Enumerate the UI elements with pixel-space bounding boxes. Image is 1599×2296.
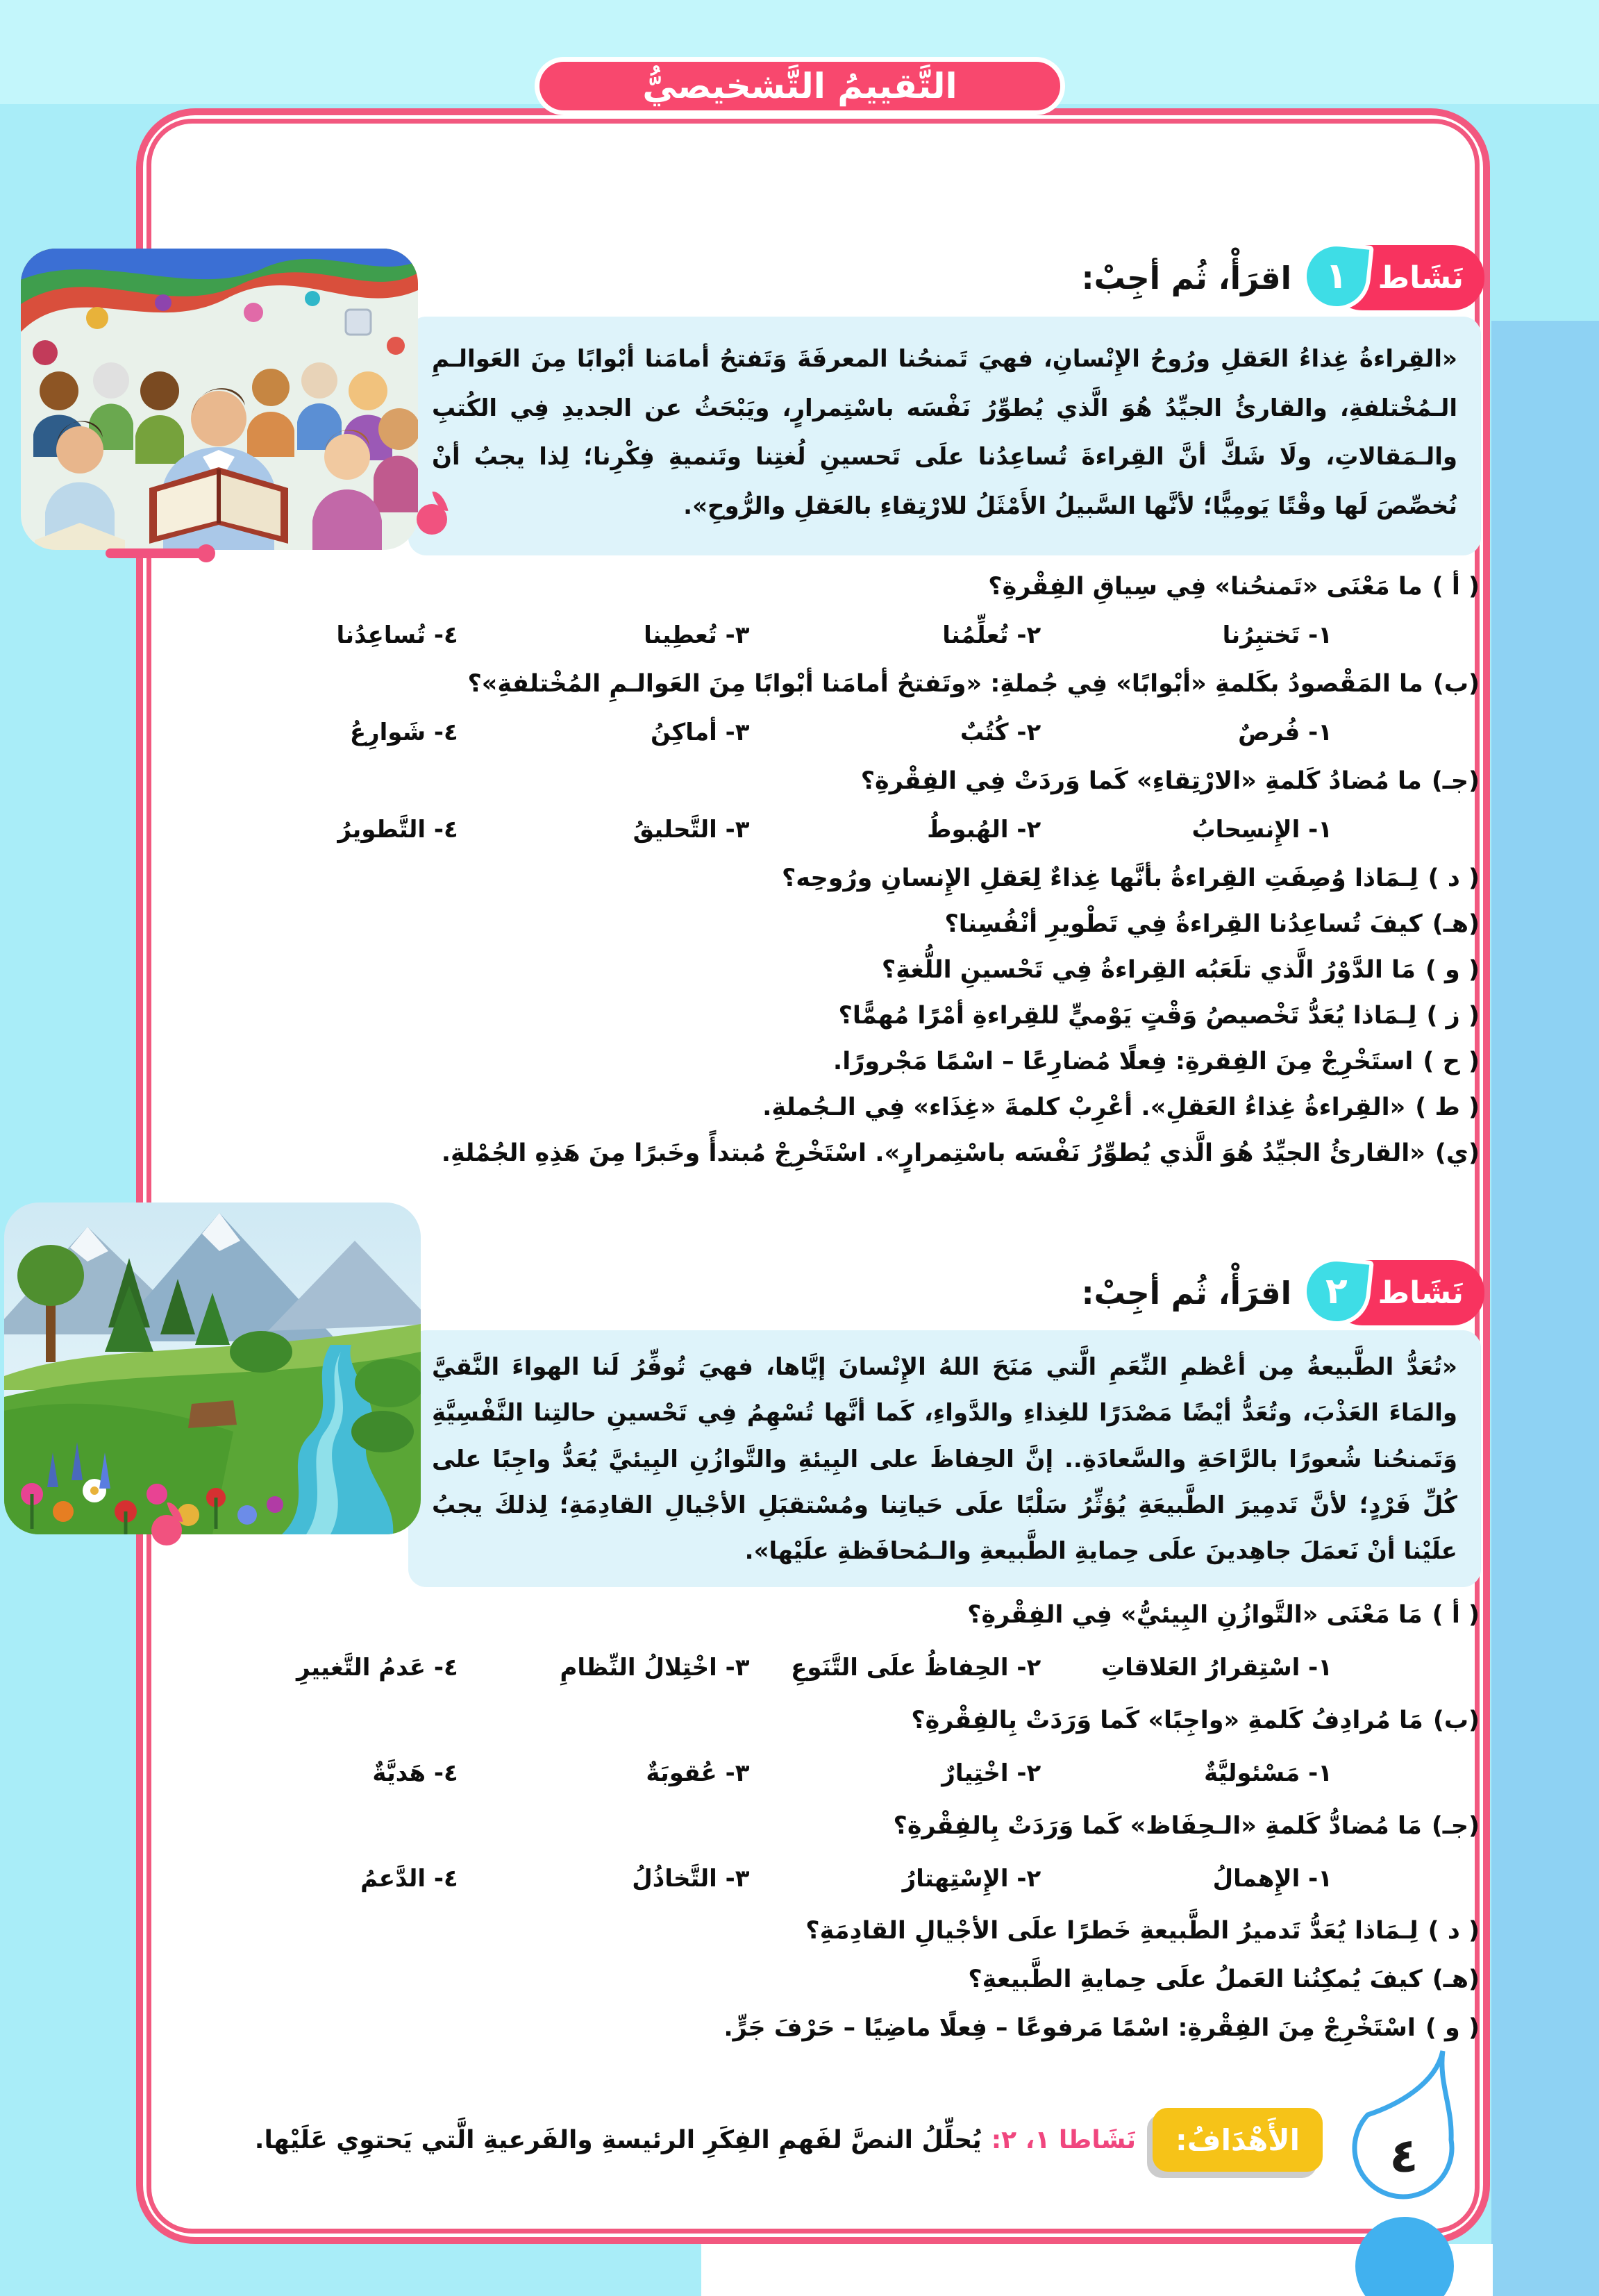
question-row-a1-c	[167, 758, 1480, 804]
question-text: مَا مَعْنَى «التَّوازُنِ البِيئيُّ» فِي الفِقْرةِ؟	[967, 1601, 1423, 1629]
option-1: ١- الإِنسِحابُ	[1191, 816, 1332, 844]
question-text: «القِراءةُ غِذاءُ العَقلِ». أعْرِبْ كلمةَ «غِذَاء» فِي الـجُملةِ.	[762, 1093, 1406, 1121]
question-text: كيفَ يُمكِنُنا العَملُ علَى حِمايةِ الطَّبيعةِ؟	[968, 1966, 1423, 1993]
question-text: «القارئُ الجيِّدُ هُوَ الَّذي يُطوِّرُ نَفْسَه باسْتِمرارٍ». اسْتَخْرِجْ مُبتدأً وخَبرًا مِنَ هَذِهِ الجُمْلةِ.	[441, 1139, 1425, 1167]
question-label: ( د )	[1428, 864, 1480, 892]
question-text: كيفَ تُساعِدُنا القِراءةُ فِي تَطْويرِ أنْفُسِنا؟	[944, 910, 1423, 938]
question-row-a1-f	[167, 947, 1480, 993]
activity1-header	[1082, 242, 1484, 314]
objectives-badge-label: الأَهْدَافُ:	[1175, 2122, 1300, 2157]
question-label: ( ز )	[1426, 1002, 1480, 1030]
activity-badge-label: نَشَاط	[1378, 260, 1464, 296]
options-row	[167, 804, 1480, 855]
activity1-instruction: اقرَأْ، ثُم أجِبْ:	[1081, 259, 1291, 296]
question-row-a2-c	[167, 1801, 1480, 1851]
activity1-badge-group	[1303, 242, 1484, 313]
options-row	[167, 707, 1480, 758]
option-3: ٣- اخْتِلالُ النِّظامِ	[560, 1654, 750, 1682]
activity-number: ٢	[1325, 1271, 1348, 1312]
nature-landscape-art	[4, 1203, 421, 1534]
question-text: مَا مُضادُّ كَلمةِ «الـحِفَاظ» كَما وَرَدَتْ بِالفِقْرةِ؟	[893, 1812, 1422, 1840]
passage-2-text: «تُعَدُّ الطَّبيعةُ مِن أعْظمِ النِّعَمِ الَّتي مَنَحَ اللهُ الإِنْسانَ إيَّاها، فهيَ تُوفِّرُ لَنا الهواءَ النَّقيَّ والمَاءَ العَذْبَ، وتُعَدُّ أيْضًا مَصْدَرًا للغِذاءِ والدَّواءِ، كَما أنَّها تُسْهِمُ فِي تَحْسينِ حالتِنا النَّفْسِيَّةِ وَتَمنحُنا شُعورًا بالرَّاحَةِ والسَّعادَةِ.. إنَّ الحِفاظَ على البِيئةِ والتَّوازُنِ البِيئيَّ يُعَدُّ واجِبًا على كُلِّ فَرْدٍ؛ لأنَّ تَدمِيرَ الطَّبيعَةِ يُؤثِّرُ سَلْبًا علَى حَياتِنا ومُسْتقبَلِ الأجْيالِ القادِمَةِ؛ لِذلكَ يجبُ علَيْنا أنْ نَعمَلَ جاهِدينَ علَى حِمايةِ الطَّبيعةِ والـمُحافَظةِ علَيْها».	[432, 1353, 1457, 1566]
question-row-a2-f	[167, 2004, 1480, 2052]
question-label: ( و )	[1425, 956, 1480, 984]
question-text: ما المَقْصودُ بكَلمةِ «أبْوابًا» فِي جُملةِ: «وتَفتحُ أمامَنا أبْوابًا مِنَ العَوالـمِ المُخْتلفةِ»؟	[467, 670, 1423, 698]
activity2-instruction: اقرَأْ، ثُم أجِبْ:	[1081, 1274, 1291, 1312]
flourish-line	[106, 548, 208, 558]
options-row	[167, 1745, 1480, 1801]
option-1: ١- مَسْئوليَّةٌ	[1204, 1759, 1332, 1787]
question-label: (جـ)	[1431, 767, 1480, 795]
objectives-row	[174, 2104, 1323, 2176]
option-3: ٣- تُعطِينا	[644, 621, 750, 649]
option-3: ٣- أماكِنُ	[650, 719, 750, 746]
question-label: (ب)	[1432, 670, 1480, 698]
question-text: مَا الدَّوْرُ الَّذي تلَعَبُه القِراءةُ فِي تَحْسينِ اللُّغةِ؟	[881, 956, 1416, 984]
nature-landscape-illustration	[4, 1203, 421, 1534]
question-label: ( ح )	[1423, 1048, 1480, 1075]
activity-badge-label: نَشَاط	[1378, 1275, 1464, 1311]
question-text: لِـمَاذا يُعَدُّ تَخْصيصُ وَقْتٍ يَوْميٍّ للقِراءةِ أمْرًا مُهمًّا؟	[838, 1002, 1417, 1030]
passage-2-box	[408, 1330, 1481, 1587]
option-1: ١- تَختبِرُنا	[1222, 621, 1332, 649]
question-row-a2-a	[167, 1590, 1480, 1640]
option-2: ٢- الإِسْتِهتارُ	[902, 1865, 1041, 1893]
option-4: ٤- شَوارِعُ	[349, 719, 458, 746]
question-row-a2-e	[167, 1955, 1480, 2004]
question-label: ( د )	[1428, 1917, 1480, 1945]
activity2-badge-group	[1303, 1257, 1484, 1328]
question-label: (هـ)	[1432, 910, 1480, 938]
passage-1-text: «القِراءةُ غِذاءُ العَقلِ ورُوحُ الإِنْسانِ، فهيَ تَمنحُنا المعرفَةَ وَتَفتحُ أمامَنا أبْوابًا مِنَ العَوالـمِ الـمُخْتلفةِ، والقارئُ الجيِّدُ هُوَ الَّذي يُطوِّرُ نَفْسَه باسْتِمرارٍ، ويَبْحَثُ عن الجديدِ فِي الكُتبِ والـمَقالاتِ، ولَا شَكَّ أنَّ القِراءةَ تُساعِدُنا علَى تَحسينِ لُغتِنا وتَنميةِ فِكْرِنا؛ لِذا يجبُ أنْ نُخصِّصَ لَها وقْتًا يَومِيًّا؛ لأنَّها السَّبيلُ الأَمْثَلُ للارْتِقاءِ بالعَقلِ والرُّوحِ».	[432, 345, 1457, 521]
option-4: ٤- الدَّعمُ	[360, 1865, 458, 1893]
question-label: ( و )	[1425, 2014, 1480, 2042]
option-1: ١- اسْتِقرارُ العَلاقاتِ	[1101, 1654, 1332, 1682]
option-2: ٢- تُعلِّمُنا	[942, 621, 1041, 649]
question-text: لِـمَاذا وُصِفَتِ القِراءةُ بأنَّها غِذاءٌ لِعَقلِ الإِنسانِ ورُوحِه؟	[781, 864, 1418, 892]
question-row-a1-g	[167, 993, 1480, 1039]
question-label: (هـ)	[1432, 1966, 1480, 1993]
question-row-a1-i	[167, 1084, 1480, 1130]
question-row-a1-e	[167, 901, 1480, 947]
objectives-activities-ref: نَشَاطا ١، ٢:	[991, 2125, 1136, 2154]
option-4: ٤- تُساعِدُنا	[336, 621, 458, 649]
page-number: ٤	[1389, 2129, 1418, 2184]
option-1: ١- فُرصٌ	[1238, 719, 1332, 746]
options-row	[167, 610, 1480, 661]
people-reading-illustration	[21, 249, 418, 550]
objectives-badge	[1153, 2108, 1323, 2172]
question-label: ( ط )	[1415, 1093, 1480, 1121]
comma-ornament	[417, 490, 449, 535]
question-row-a1-a	[167, 564, 1480, 610]
question-text: مَا مُرادِفُ كَلمةِ «واجِبًا» كَما وَرَدَتْ بِالفِقْرةِ؟	[911, 1707, 1423, 1734]
people-reading-art	[21, 249, 418, 550]
activity2-header	[1082, 1257, 1484, 1329]
option-3: ٣- التَّحليقُ	[633, 816, 750, 844]
activity2-questions	[167, 1590, 1480, 2052]
question-row-a2-d	[167, 1907, 1480, 1955]
page-number-drop-shape	[1346, 2045, 1468, 2218]
option-1: ١- الإِهمالُ	[1212, 1865, 1332, 1893]
comma-ornament	[151, 1501, 183, 1545]
page-title-banner	[535, 57, 1065, 115]
background-right-strip	[1491, 321, 1599, 2296]
option-2: ٢- الحِفاظُ علَى التَّنَوعِ	[791, 1654, 1041, 1682]
option-3: ٣- عُقوبَةٌ	[646, 1759, 750, 1787]
question-row-a1-j	[167, 1130, 1480, 1176]
option-4: ٤- عَدمُ التَّغييرِ	[296, 1654, 458, 1682]
question-label: ( أ )	[1432, 1601, 1480, 1629]
page-title: التَّقييمُ التَّشخيصيُّ	[642, 66, 957, 106]
question-text: استَخْرِجْ مِنَ الفِقرةِ: فِعلًا مُضارِعًا – اسْمًا مَجْرورًا.	[832, 1048, 1414, 1075]
question-text: اسْتَخْرِجْ مِنَ الفِقْرةِ: اسْمًا مَرفوعًا – فِعلًا ماضِيًا – حَرْفَ جَرٍّ.	[723, 2014, 1416, 2042]
option-4: ٤- التَّطويرُ	[337, 816, 458, 844]
question-label: (ب)	[1432, 1707, 1480, 1734]
objectives-text: يُحلِّلُ النصَّ لفَهمِ الفِكَرِ الرئيسةِ والفَرعيةِ الَّتي يَحتوِي عَلَيْها.	[254, 2125, 982, 2154]
option-2: ٢- الهُبوطُ	[927, 816, 1041, 844]
question-label: (جـ)	[1431, 1812, 1480, 1840]
option-2: ٢- اخْتِيارٌ	[941, 1759, 1041, 1787]
question-text: ما مَعْنَى «تَمنحُنا» فِي سِياقِ الفِقْرةِ؟	[988, 573, 1423, 601]
question-label: (ي)	[1434, 1139, 1480, 1167]
question-row-a1-d	[167, 855, 1480, 901]
activity1-questions	[167, 564, 1480, 1176]
question-text: لِـمَاذا يُعَدُّ تَدميرُ الطَّبيعةِ خَطرًا علَى الأجْيالِ القادِمَةِ؟	[805, 1917, 1418, 1945]
question-row-a2-b	[167, 1695, 1480, 1745]
activity-number: ١	[1325, 255, 1348, 297]
question-label: ( أ )	[1432, 573, 1480, 601]
option-4: ٤- هَديَّةٌ	[372, 1759, 458, 1787]
question-row-a1-b	[167, 661, 1480, 707]
options-row	[167, 1640, 1480, 1695]
option-3: ٣- التَّخاذُلُ	[632, 1865, 750, 1893]
option-2: ٢- كُتُبٌ	[960, 719, 1041, 746]
question-text: ما مُضادُ كَلمةِ «الارْتِقاءِ» كَما وَردَتْ فِي الفِقْرةِ؟	[860, 767, 1422, 795]
page-number-drop	[1346, 2045, 1468, 2218]
passage-1-box	[408, 317, 1481, 555]
options-row	[167, 1851, 1480, 1907]
question-row-a1-h	[167, 1039, 1480, 1084]
